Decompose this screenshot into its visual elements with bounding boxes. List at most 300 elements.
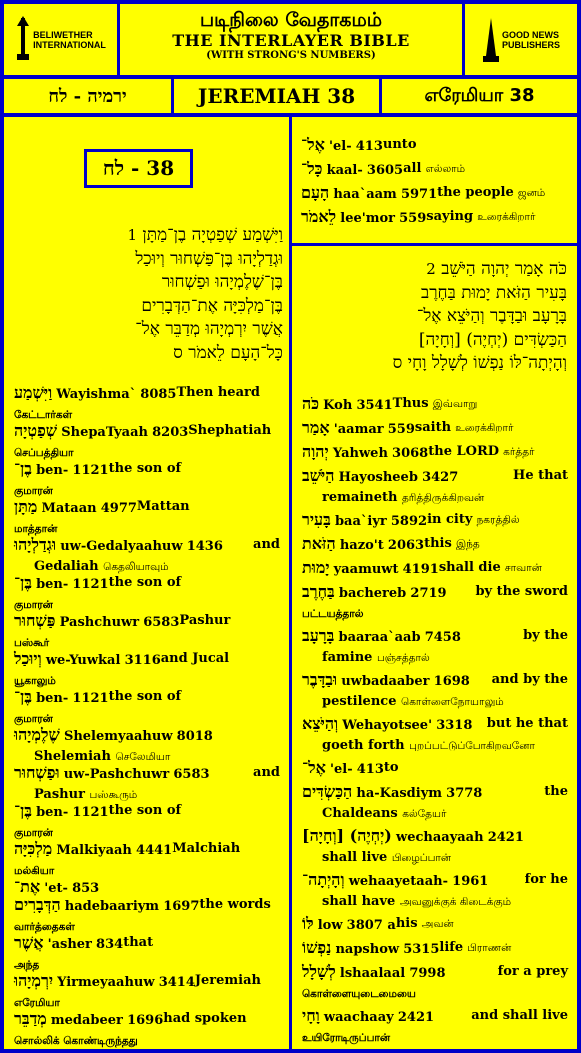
word-entry-line	[302, 582, 568, 604]
word-entry-right	[109, 573, 181, 595]
transliteration: napshow	[335, 942, 400, 957]
word-entry-right	[253, 763, 280, 785]
word-entry-continuation	[302, 804, 568, 824]
word-entry-line	[302, 670, 568, 692]
word-entry-right	[525, 870, 568, 892]
english-gloss: the words	[199, 897, 271, 912]
hebrew-word: אָמַר	[302, 418, 330, 437]
word-entry-right	[384, 758, 399, 780]
tamil-gloss: புறப்பட்டுப்போகிறவனோ	[409, 740, 535, 752]
english-gloss: Shephatiah	[188, 423, 272, 438]
tamil-gloss: வார்த்தைகள்	[14, 921, 75, 933]
word-entry-line	[302, 870, 568, 892]
transliteration: baaraa`aab	[338, 630, 421, 645]
english-gloss: to	[383, 760, 399, 775]
word-entry-line	[302, 510, 568, 532]
word-entry-right	[415, 418, 514, 440]
tamil-gloss: தரித்திருக்கிறவன்	[401, 492, 485, 504]
english-gloss: the	[544, 784, 568, 799]
word-entry	[302, 558, 568, 580]
word-entry-line	[14, 497, 280, 519]
hebrew-word: מְדַבֵּר	[14, 1009, 47, 1028]
tamil-gloss: குமாரன்	[14, 485, 53, 497]
word-entry	[301, 135, 571, 157]
transliteration: ShepaTyaah	[61, 425, 148, 440]
tamil-gloss: பட்டயத்தால்	[302, 608, 364, 620]
word-entry-left	[14, 895, 199, 917]
word-entry	[14, 497, 280, 539]
transliteration: Malkiyaah	[56, 843, 132, 858]
word-entry-line	[301, 207, 571, 229]
word-entry-line	[302, 1006, 568, 1028]
english-gloss-continued: Pashur	[34, 787, 85, 802]
strongs-number: 2421	[487, 830, 524, 845]
transliteration: 'aamar	[333, 422, 384, 437]
word-entry-left	[302, 418, 415, 440]
strongs-number: 559	[399, 211, 427, 226]
english-gloss: the son of	[108, 461, 182, 476]
word-entry-line	[302, 466, 568, 488]
transliteration: yaamuwt	[333, 562, 399, 577]
word-entry-continuation	[302, 892, 568, 912]
english-gloss: in city	[427, 512, 473, 527]
english-gloss: the son of	[108, 689, 182, 704]
word-entry	[14, 611, 280, 653]
english-gloss: the LORD	[428, 444, 500, 459]
hebrew-word: בַּחֶרֶב	[302, 582, 335, 601]
transliteration: ben-	[36, 691, 69, 706]
transliteration: baa`iyr	[334, 514, 387, 529]
word-entry-right	[523, 626, 568, 648]
hebrew-word: וּגְדַלְיָהוּ	[14, 535, 57, 554]
strongs-number: 7458	[424, 630, 461, 645]
word-entry	[302, 914, 568, 936]
word-entry-left	[14, 497, 137, 519]
word-entry-line	[302, 558, 568, 580]
tamil-gloss: பஸ்கூர்	[14, 637, 50, 649]
transliteration: Shelemyaahuw	[63, 729, 173, 744]
word-entry-left	[14, 971, 195, 993]
word-entry-line	[14, 459, 280, 481]
strongs-number: 8018	[176, 729, 213, 744]
hebrew-word: שֶׁלֶמְיָהוּ	[14, 725, 60, 744]
english-gloss-continued: Gedaliah	[34, 559, 99, 574]
strongs-number: 1121	[72, 691, 109, 706]
english-gloss-continued: remaineth	[322, 490, 398, 505]
english-gloss-continued: Shelemiah	[34, 749, 111, 764]
english-gloss: the son of	[108, 803, 182, 818]
verse-line: בֶּן־שֶׁלֶמְיָהוּ וּפַשְׁחוּר	[161, 272, 283, 292]
english-gloss: Then heard	[176, 385, 260, 400]
word-entry-right	[179, 611, 230, 633]
word-entry-left	[14, 383, 176, 405]
word-entry-right	[137, 497, 190, 519]
strongs-number: 834	[96, 937, 124, 952]
tamil-gloss: இவ்வாறு	[432, 398, 478, 410]
english-gloss: the son of	[108, 575, 182, 590]
strongs-number: 8203	[152, 425, 189, 440]
transliteration: haa`aam	[333, 187, 397, 202]
english-gloss: saith	[414, 420, 452, 435]
strongs-number: 1121	[72, 463, 109, 478]
hebrew-word: וְהַיֹּצֵא	[302, 714, 339, 733]
verse-line: בֶּן־מַלְכִּיָּה אֶת־הַדְּבָרִים	[141, 295, 283, 316]
word-entry	[302, 466, 568, 508]
transliteration: kaal-	[326, 163, 363, 178]
transliteration: Koh	[323, 398, 353, 413]
transliteration: wechaayaah	[396, 830, 484, 845]
transliteration: 'el-	[330, 762, 353, 777]
transliteration: ben-	[36, 577, 69, 592]
verse-line: בָּרָעָב וּבַדָּבֶר וְהַיֹּצֵא אֶל־	[416, 306, 567, 326]
hebrew-word: הַזֹּאת	[302, 534, 336, 553]
english-gloss-continued: famine	[322, 650, 373, 665]
word-entry-line	[301, 159, 571, 181]
word-entry-line	[302, 534, 568, 556]
tamil-gloss: கல்தேயர்	[402, 808, 447, 820]
word-entry-right	[428, 442, 534, 464]
tamil-gloss: அவன்	[421, 918, 454, 930]
english-gloss: and shall live	[471, 1008, 568, 1023]
word-entry-line	[302, 394, 568, 416]
page-subtitle: (WITH STRONG'S NUMBERS)	[206, 50, 376, 61]
word-entry-left	[14, 573, 109, 595]
word-entry-left	[302, 914, 396, 936]
english-gloss: all	[403, 161, 422, 176]
english-gloss-continued: Chaldeans	[322, 806, 398, 821]
hebrew-word: בָּעִיר	[302, 510, 331, 529]
word-entry-left	[302, 826, 524, 848]
tamil-gloss: சாவான்	[504, 562, 542, 574]
transliteration: lshaalaal	[339, 966, 406, 981]
english-gloss: by the	[523, 628, 568, 643]
hebrew-word: (יְחְיֶה) [וְחָיָה]	[302, 826, 392, 845]
word-entry-continuation	[302, 848, 568, 868]
word-entry-right	[439, 938, 511, 960]
english-gloss: saying	[426, 209, 474, 224]
hebrew-word: פַּשְׁחוּר	[14, 611, 56, 630]
word-entry-line	[302, 962, 568, 984]
word-entry-left	[14, 801, 109, 823]
word-entry-line	[14, 687, 280, 709]
verse-line: וַיִּשְׁמַע שְׁפַטְיָה בֶן־מַתָּן 1	[127, 225, 283, 245]
hebrew-word: כֹּה	[302, 394, 320, 413]
hebrew-word: וַיִּשְׁמַע	[14, 383, 53, 402]
tamil-gloss: நகரத்தில்	[476, 514, 520, 526]
word-entry	[14, 895, 280, 937]
tamil-gloss: குமாரன்	[14, 599, 53, 611]
strongs-number: 1697	[163, 899, 200, 914]
verse-line: בָּעִיר הַזֹּאת יָמוּת בַּחֶרֶב	[421, 282, 567, 303]
strongs-number: 2719	[410, 586, 447, 601]
tamil-gloss: மல்கியா	[14, 865, 55, 877]
tamil-gloss: செப்பத்தியா	[14, 447, 74, 459]
word-entry-left	[302, 938, 439, 960]
word-entry-left	[302, 782, 482, 804]
word-entry	[14, 687, 280, 729]
word-entry	[302, 442, 568, 464]
word-entry-left	[14, 763, 210, 785]
hebrew-word: וְיוּכַל	[14, 649, 42, 668]
word-entry	[302, 626, 568, 668]
transliteration: uw-Gedalyaahuw	[60, 539, 183, 554]
word-entry-left	[14, 933, 123, 955]
word-entry-left	[14, 535, 223, 557]
english-gloss: and	[253, 537, 280, 552]
tamil-gloss: பஞ்சத்தால்	[376, 652, 430, 664]
verse-1-hebrew	[18, 224, 283, 365]
english-gloss: had spoken	[163, 1011, 247, 1026]
strongs-number: 8085	[140, 387, 177, 402]
strongs-number: 5971	[400, 187, 438, 202]
strongs-number: 2421	[397, 1010, 435, 1025]
hebrew-word: לְשָׁלָל	[302, 962, 336, 981]
word-entry	[14, 971, 280, 1013]
tamil-gloss: கர்த்தர்	[503, 446, 535, 458]
hebrew-word: בֶּן־	[14, 573, 32, 592]
transliteration: ben-	[36, 463, 69, 478]
word-entry	[14, 839, 280, 881]
hebrew-word: אֶל־	[302, 758, 326, 777]
hebrew-word: וְהָיְתָה־	[302, 870, 345, 889]
word-entry	[302, 826, 568, 868]
transliteration: Mataan	[41, 501, 97, 516]
english-gloss: for he	[524, 872, 568, 887]
word-entry-left	[302, 510, 427, 532]
right-logo-line-1: GOOD NEWS	[501, 29, 559, 40]
word-entry-line	[302, 782, 568, 804]
hebrew-word: מַלְכִּיָּה	[14, 839, 53, 858]
word-entry-right	[426, 207, 535, 229]
tamil-gloss: சொல்லிக் கொண்டிருந்தது	[14, 1035, 138, 1047]
bellwether-logo-icon	[15, 16, 31, 64]
strongs-number: 1121	[72, 577, 109, 592]
strongs-number: 2063	[387, 538, 425, 553]
word-entry-left	[302, 442, 428, 464]
strongs-number: 1698	[433, 674, 470, 689]
strongs-number: 1696	[127, 1013, 164, 1028]
hebrew-word: וָחָי	[302, 1006, 320, 1025]
chapter-bar-english: JEREMIAH 38	[174, 79, 379, 113]
word-entry-right	[393, 394, 478, 416]
tamil-gloss: பிழைப்பான்	[391, 852, 452, 864]
tamil-title: படிநிலை வேதாகமம்	[199, 9, 383, 31]
tamil-gloss: மாத்தான்	[14, 523, 58, 535]
english-gloss: his	[395, 916, 418, 931]
hebrew-word: מַתָּן	[14, 497, 38, 516]
word-entry-continuation	[302, 736, 568, 756]
strongs-number: 3068	[392, 446, 429, 461]
word-entry-left	[301, 135, 383, 157]
word-entry-left	[14, 839, 172, 861]
english-gloss: Pashur	[179, 613, 231, 628]
word-entry	[302, 870, 568, 912]
word-entry-line	[302, 938, 568, 960]
strongs-number: 1961	[452, 874, 489, 889]
word-entry-right	[123, 933, 153, 955]
word-entry-line	[14, 971, 280, 993]
word-entry-right	[513, 466, 568, 488]
strongs-number: 4441	[136, 843, 173, 858]
header-title-block	[120, 4, 462, 75]
english-gloss: and	[253, 765, 280, 780]
word-entry-right	[253, 535, 280, 557]
hebrew-word: כָּל־	[301, 159, 323, 178]
english-gloss-continued: goeth forth	[322, 738, 405, 753]
english-gloss: and by the	[491, 672, 568, 687]
transliteration: Yirmeyaahuw	[57, 975, 155, 990]
word-entry-right	[544, 782, 568, 804]
word-entry-line	[14, 763, 280, 785]
word-entry-line	[14, 839, 280, 861]
verse-line: כֹּה אָמַר יְהוָה הַיֹּשֵׁב 2	[426, 259, 567, 279]
word-entry	[302, 938, 568, 960]
strongs-number: 413	[356, 762, 384, 777]
hebrew-word: אֶת־	[14, 877, 41, 896]
word-entry-left	[302, 534, 424, 556]
word-entry-line	[302, 714, 568, 736]
chapter-bar-hebrew: ירמיה - לח	[4, 79, 171, 113]
word-entry	[14, 649, 280, 691]
word-entry-right	[487, 714, 568, 736]
english-gloss: Malchiah	[172, 841, 241, 856]
word-entry-line	[302, 914, 568, 936]
word-entry-right	[195, 971, 261, 993]
tamil-gloss: உரைக்கிறார்	[455, 422, 514, 434]
word-entry-left	[14, 687, 109, 709]
english-gloss: life	[439, 940, 464, 955]
tamil-gloss: எரேமியா	[14, 997, 60, 1009]
word-entry-line	[14, 421, 280, 443]
hebrew-word: הַכַּשְׂדִּים	[302, 782, 353, 801]
verse-number: 1	[127, 226, 137, 244]
word-entry-line	[14, 535, 280, 557]
chapter-number-box: 38 - לח	[84, 149, 193, 188]
word-entry	[302, 418, 568, 440]
hebrew-word: יִרְמְיָהוּ	[14, 971, 54, 990]
transliteration: wehaayetaah-	[348, 874, 449, 889]
chapter-bar-tamil: எரேமியா 38	[382, 79, 577, 113]
strongs-number: 5892	[390, 514, 428, 529]
word-entry-left	[301, 207, 426, 229]
right-logo-line-2: PUBLISHERS	[501, 39, 560, 50]
tamil-gloss: பிராணன்	[467, 942, 512, 954]
english-gloss: He that	[513, 468, 568, 483]
transliteration: 'el-	[329, 139, 352, 154]
tamil-gloss: கேட்டார்கள்	[14, 409, 73, 421]
word-entry-right	[396, 914, 454, 936]
word-entry-right	[109, 459, 181, 481]
word-entry	[14, 763, 280, 805]
word-entry-line	[302, 626, 568, 648]
word-entry-right	[163, 1009, 246, 1031]
verse-2-hebrew	[302, 258, 567, 376]
english-gloss: by the sword	[475, 584, 568, 599]
strongs-number: 7998	[409, 966, 446, 981]
english-gloss: Mattan	[136, 499, 190, 514]
transliteration: Wayishma`	[56, 387, 137, 402]
transliteration: hazo't	[339, 538, 384, 553]
hebrew-word: שְׁפַטְיָה	[14, 421, 58, 440]
word-entry	[14, 801, 280, 843]
right-top-word-list	[301, 135, 571, 231]
hebrew-word: וּבַדָּבֶר	[302, 670, 338, 689]
word-entry	[302, 582, 568, 624]
word-entry	[302, 670, 568, 712]
right-word-list	[302, 394, 568, 1050]
word-entry-right	[109, 687, 181, 709]
transliteration: waachaay	[323, 1010, 394, 1025]
tamil-gloss: யூகாலும்	[14, 675, 56, 687]
strongs-number: 4977	[100, 501, 137, 516]
verse-line: כָּל־הָעָם לֵאמֹר ס	[173, 342, 283, 363]
transliteration: hadebaariym	[64, 899, 160, 914]
left-word-list	[14, 383, 280, 1047]
tamil-gloss: ஜனம்	[517, 187, 546, 199]
transliteration: Yahweh	[332, 446, 388, 461]
english-gloss-continued: shall have	[322, 894, 396, 909]
tamil-gloss: கொள்ளைநோயாலும்	[401, 696, 504, 708]
word-entry-line	[14, 933, 280, 955]
word-entry-line	[14, 383, 280, 405]
strongs-number: 3541	[356, 398, 393, 413]
left-logo-line-1: BELIWETHER	[33, 29, 93, 40]
word-entry-line	[14, 611, 280, 633]
english-gloss: but he that	[486, 716, 568, 731]
word-entry-right	[492, 670, 568, 692]
tamil-gloss: அவனுக்குக் கிடைக்கும்	[399, 896, 512, 908]
hebrew-word: אֶל־	[301, 135, 325, 154]
word-entry	[14, 933, 280, 975]
strongs-number: 1121	[72, 805, 109, 820]
word-entry-right	[427, 510, 520, 532]
strongs-number: 3116	[124, 653, 161, 668]
word-entry-left	[14, 1009, 163, 1031]
hebrew-word: יָמוּת	[302, 558, 330, 577]
word-entry-right	[109, 801, 181, 823]
word-entry-right	[383, 135, 417, 157]
word-entry-line	[14, 895, 280, 917]
verse-number: 2	[426, 260, 436, 278]
hebrew-word: יְהוָה	[302, 442, 329, 461]
word-entry-left	[302, 670, 470, 692]
word-entry-line	[301, 135, 571, 157]
transliteration: bachereb	[338, 586, 407, 601]
transliteration: low	[317, 918, 343, 933]
verse-line: וְהָיְתָה־לּוֹ נַפְשׁוֹ לְשָׁלָל וָחָי ס	[392, 353, 567, 373]
english-gloss: that	[123, 935, 154, 950]
hebrew-word: וּפַשְׁחוּר	[14, 763, 60, 782]
verse-line: וּגְדַלְיָהוּ בֶּן־פַּשְׁחוּר וְיוּכַל	[135, 248, 283, 269]
hebrew-word: לּוֹ	[302, 914, 314, 933]
word-entry-left	[301, 159, 403, 181]
word-entry-line	[302, 418, 568, 440]
word-entry-line	[14, 725, 280, 747]
strongs-number: 1436	[186, 539, 223, 554]
word-entry	[301, 183, 571, 205]
word-entry-right	[199, 895, 270, 917]
good-news-logo-icon	[482, 16, 500, 64]
hebrew-word: אֲשֶׁר	[14, 933, 44, 952]
english-gloss-continued: shall live	[322, 850, 388, 865]
verse-line: הַכַּשְׂדִּים (יְחְיֶה) [וְחָיָה]	[418, 329, 567, 350]
word-entry-right	[403, 159, 465, 181]
tamil-gloss: செலேமியா	[115, 751, 171, 763]
word-entry	[14, 1009, 280, 1051]
word-entry-continuation	[302, 648, 568, 668]
english-gloss: Jeremiah	[194, 973, 261, 988]
hebrew-word: בָּרָעָב	[302, 626, 335, 645]
